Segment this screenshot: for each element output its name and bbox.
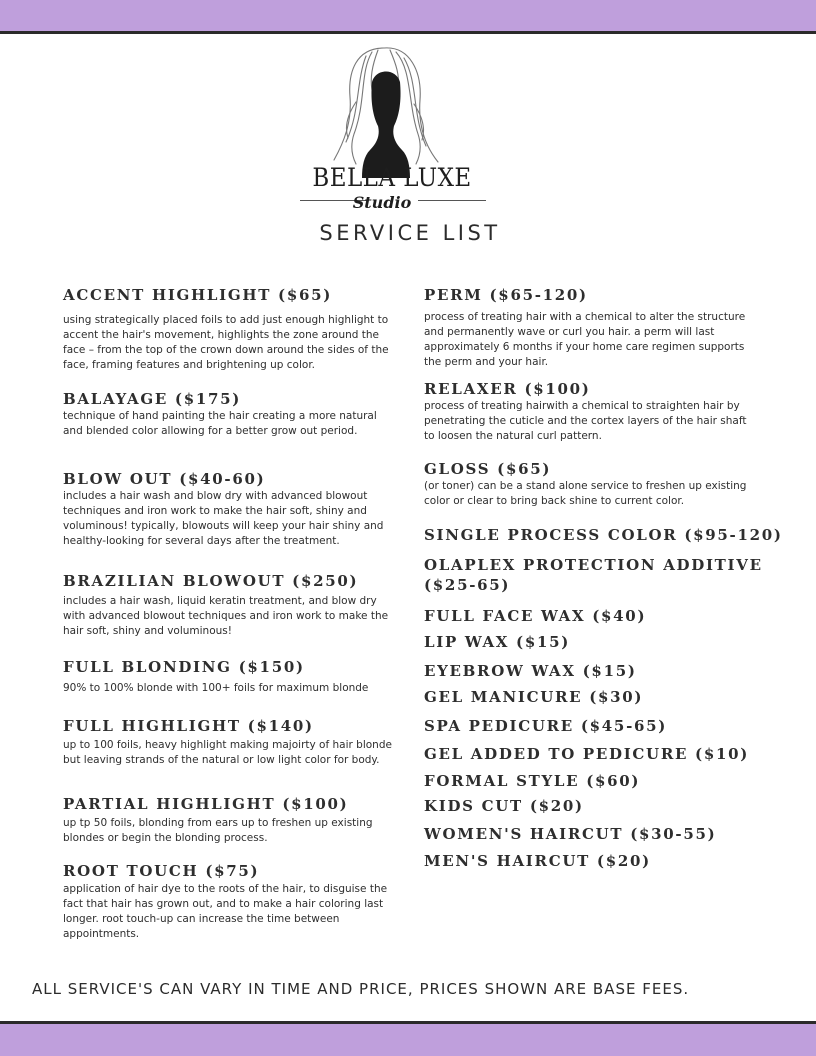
service-title: RELAXER ($100): [424, 380, 591, 398]
service-title: SINGLE PROCESS COLOR ($95-120): [424, 526, 783, 544]
service-title: LIP WAX ($15): [424, 633, 571, 651]
brand-divider-right: [418, 200, 486, 201]
service-title: ROOT TOUCH ($75): [63, 862, 260, 880]
service-title: FULL HIGHLIGHT ($140): [63, 717, 314, 735]
woman-silhouette-logo: [326, 42, 446, 182]
service-title: GLOSS ($65): [424, 460, 552, 478]
service-title: PERM ($65-120): [424, 286, 588, 304]
service-description: using strategically placed foils to add just enough highlight to accent the hair's movement, highlights the zone around the face – from the top of the crown down around the sides of the face, framing features and brightening up color.: [63, 314, 389, 371]
pricing-disclaimer: ALL SERVICE'S CAN VARY IN TIME AND PRICE, PRICES SHOWN ARE BASE FEES.: [32, 980, 690, 998]
service-title: FULL BLONDING ($150): [63, 658, 305, 676]
service-title: EYEBROW WAX ($15): [424, 662, 637, 680]
service-title: SPA PEDICURE ($45-65): [424, 717, 668, 735]
service-title: WOMEN'S HAIRCUT ($30-55): [424, 825, 717, 843]
service-description: includes a hair wash and blow dry with advanced blowout techniques and iron work to make the hair soft, shiny and voluminous! typically, blowouts will keep your hair shiny and healthy-looking for several days after the treatment.: [63, 490, 384, 547]
top-color-band: [0, 0, 816, 31]
service-description: up tp 50 foils, blonding from ears up to freshen up existing blondes or begin the blonding process.: [63, 817, 373, 844]
service-description: (or toner) can be a stand alone service to freshen up existing color or clear to bring back shine to current color.: [424, 480, 747, 507]
service-title: BLOW OUT ($40-60): [63, 470, 266, 488]
service-title-continued: ($25-65): [424, 576, 511, 594]
brand-name: BELLA LUXE: [312, 163, 472, 192]
service-title: PARTIAL HIGHLIGHT ($100): [63, 795, 349, 813]
service-title: KIDS CUT ($20): [424, 797, 584, 815]
service-title: FULL FACE WAX ($40): [424, 607, 647, 625]
service-description: process of treating hairwith a chemical to straighten hair by penetrating the cuticle and the cortex layers of the hair shaft to loosen the natural curl pattern.: [424, 400, 747, 442]
service-title: GEL MANICURE ($30): [424, 688, 644, 706]
top-divider: [0, 31, 816, 34]
service-description: up to 100 foils, heavy highlight making majoirty of hair blonde but leaving strands of the natural or low light color for body.: [63, 739, 392, 766]
page-title: SERVICE LIST: [319, 221, 501, 245]
service-title: GEL ADDED TO PEDICURE ($10): [424, 745, 750, 763]
service-title: BRAZILIAN BLOWOUT ($250): [63, 572, 359, 590]
service-title: BALAYAGE ($175): [63, 390, 242, 408]
service-description: process of treating hair with a chemical to alter the structure and permanently wave or curl you hair. a perm will last approximately 6 months if your home care regimen supports the perm and your hair.: [424, 311, 746, 368]
service-description: application of hair dye to the roots of the hair, to disguise the fact that hair has grown out, and to make a hair coloring last longer. root touch-up can increase the time between appointments.: [63, 883, 388, 940]
service-title: ACCENT HIGHLIGHT ($65): [63, 286, 333, 304]
service-description: 90% to 100% blonde with 100+ foils for maximum blonde: [63, 682, 369, 694]
brand-subtitle: Studio: [352, 193, 412, 212]
bottom-color-band: [0, 1024, 816, 1056]
service-description: includes a hair wash, liquid keratin treatment, and blow dry with advanced blowout techniques and iron work to make the hair soft, shiny and voluminous!: [63, 595, 389, 637]
service-title: MEN'S HAIRCUT ($20): [424, 852, 651, 870]
service-description: technique of hand painting the hair creating a more natural and blended color allowing for a better grow out period.: [63, 410, 377, 437]
service-title: OLAPLEX PROTECTION ADDITIVE: [424, 556, 763, 574]
service-title: FORMAL STYLE ($60): [424, 772, 641, 790]
